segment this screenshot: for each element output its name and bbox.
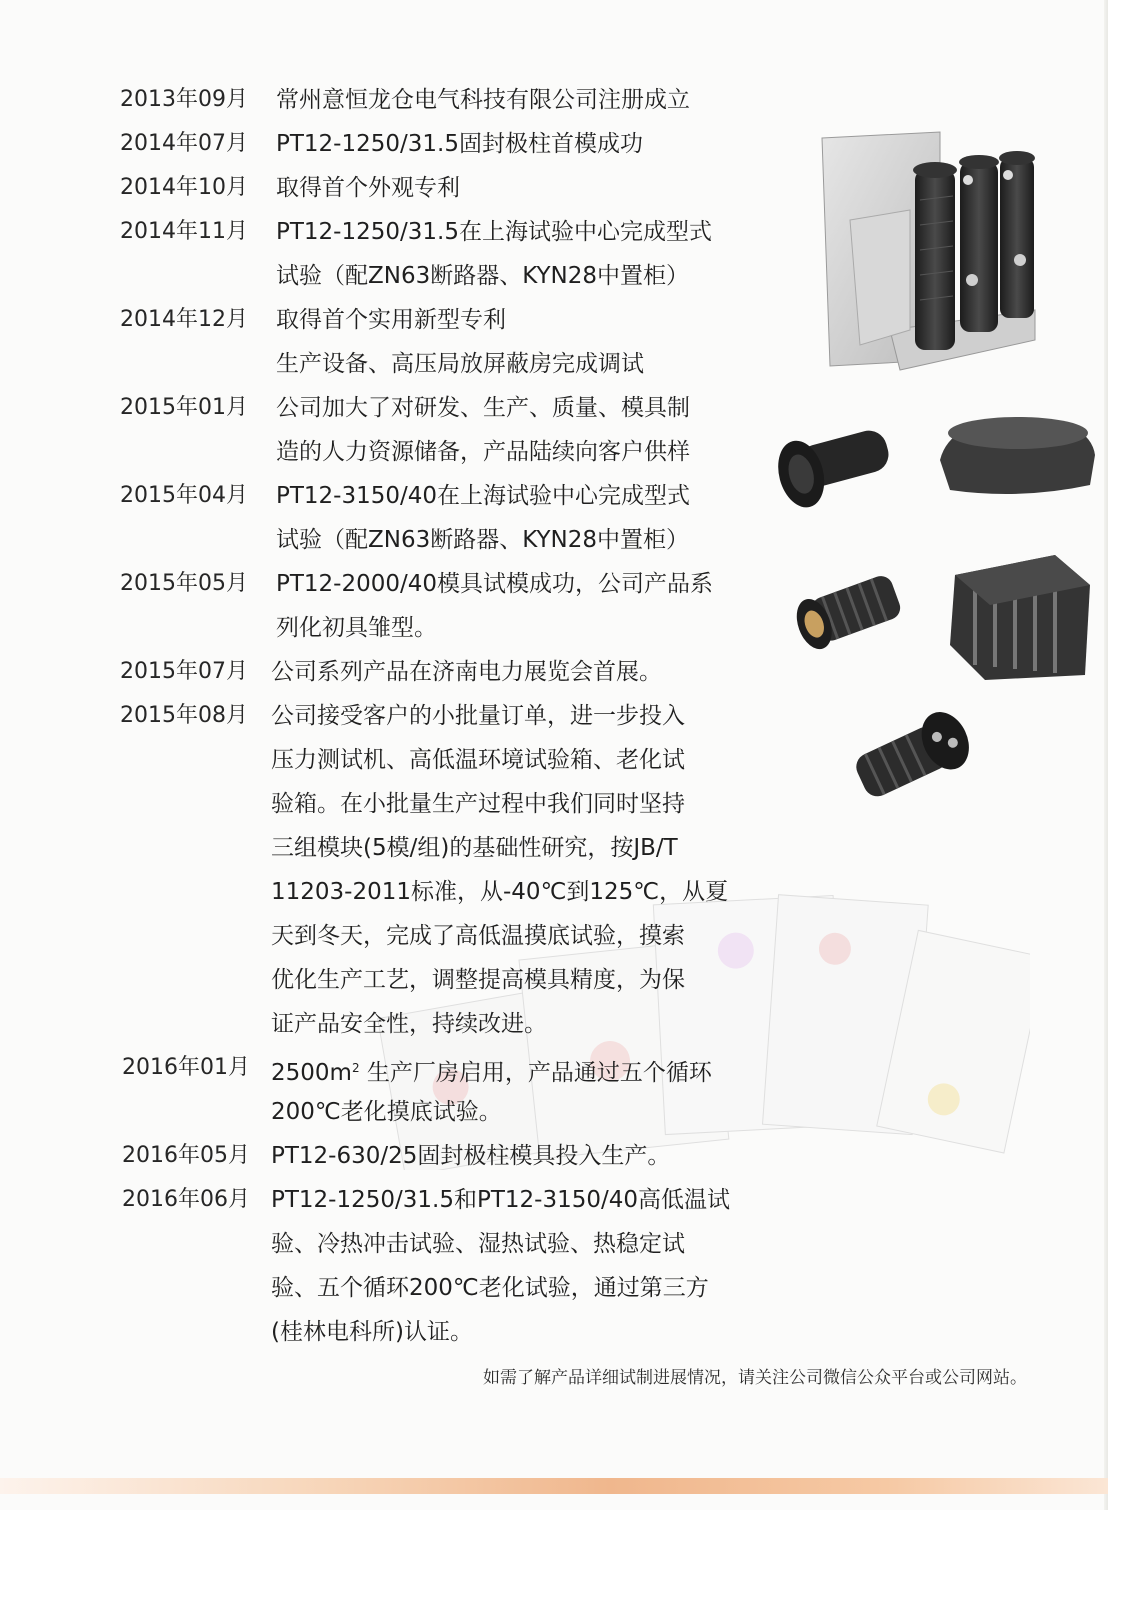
timeline-text-line: 证产品安全性，持续改进。 — [271, 1011, 547, 1037]
timeline-text-line: 验、冷热冲击试验、湿热试验、热稳定试 — [271, 1231, 685, 1257]
timeline-date: 2014年12月 — [120, 307, 248, 332]
timeline-date: 2014年11月 — [120, 219, 248, 244]
insulating-bushing-photo — [770, 415, 900, 515]
cap-cover-photo — [930, 405, 1100, 505]
timeline-text-part: 生产厂房启用，产品通过五个循环 — [359, 1060, 712, 1086]
timeline-text-line: 取得首个外观专利 — [276, 175, 460, 201]
switchgear-pole-photo — [820, 130, 1050, 375]
timeline-text-line: 生产设备、高压局放屏蔽房完成调试 — [276, 351, 644, 377]
timeline-text-line: 公司加大了对研发、生产、质量、模具制 — [276, 395, 690, 421]
footnote: 如需了解产品详细试制进展情况，请关注公司微信公众平台或公司网站。 — [483, 1368, 1027, 1388]
timeline-text-line: 公司系列产品在济南电力展览会首展。 — [271, 659, 662, 685]
timeline-text-line — [271, 1046, 712, 1095]
timeline-date: 2015年04月 — [120, 483, 248, 508]
timeline-date: 2015年08月 — [120, 703, 248, 728]
timeline-text-line: 造的人力资源储备，产品陆续向客户供样 — [276, 439, 690, 465]
timeline-date: 2015年01月 — [120, 395, 248, 420]
timeline-text-line: PT12-3150/40在上海试验中心完成型式 — [276, 483, 691, 509]
timeline-text-line: PT12-1250/31.5在上海试验中心完成型式 — [276, 219, 712, 245]
timeline-date: 2015年05月 — [120, 571, 248, 596]
timeline-date: 2015年07月 — [120, 659, 248, 684]
timeline-date: 2016年05月 — [122, 1143, 250, 1168]
page-edge — [1104, 0, 1108, 1510]
timeline-date: 2014年07月 — [120, 131, 248, 156]
timeline-text-part: 2500m — [271, 1060, 352, 1086]
timeline-text-line: 天到冬天，完成了高低温摸底试验，摸索 — [271, 923, 685, 949]
timeline-date: 2013年09月 — [120, 87, 248, 112]
end-cap-photo — [840, 700, 980, 810]
timeline-text-line: 11203-2011标准，从-40℃到125℃，从夏 — [271, 879, 729, 905]
timeline-text-line: 公司接受客户的小批量订单，进一步投入 — [271, 703, 685, 729]
timeline-text-line: PT12-630/25固封极柱模具投入生产。 — [271, 1143, 671, 1169]
timeline-date: 2016年06月 — [122, 1187, 250, 1212]
timeline-text-line: PT12-1250/31.5固封极柱首模成功 — [276, 131, 643, 157]
finned-block-photo — [945, 545, 1095, 685]
decorative-band — [0, 1478, 1108, 1494]
superscript: 2 — [351, 1061, 360, 1075]
timeline-text-line: 验箱。在小批量生产过程中我们同时坚持 — [271, 791, 685, 817]
timeline-date: 2014年10月 — [120, 175, 248, 200]
timeline-text-line: 试验（配ZN63断路器、KYN28中置柜） — [276, 263, 690, 289]
timeline-text-line: 试验（配ZN63断路器、KYN28中置柜） — [276, 527, 690, 553]
timeline-text-line: 三组模块(5模/组)的基础性研究，按JB/T — [271, 835, 678, 861]
timeline-text-line: PT12-1250/31.5和PT12-3150/40高低温试 — [271, 1187, 731, 1213]
timeline-text-line: 验、五个循环200℃老化试验，通过第三方 — [271, 1275, 709, 1301]
timeline-text-line: PT12-2000/40模具试模成功，公司产品系 — [276, 571, 714, 597]
timeline-date: 2016年01月 — [122, 1055, 250, 1080]
timeline-text-line: 压力测试机、高低温环境试验箱、老化试 — [271, 747, 685, 773]
timeline-text-line: 取得首个实用新型专利 — [276, 307, 506, 333]
bellows-bushing-photo — [785, 565, 905, 665]
timeline-text-line: (桂林电科所)认证。 — [271, 1319, 473, 1345]
timeline-text-line: 优化生产工艺，调整提高模具精度，为保 — [271, 967, 685, 993]
timeline-text-line: 200℃老化摸底试验。 — [271, 1099, 502, 1125]
timeline-text-line: 列化初具雏型。 — [276, 615, 437, 641]
timeline-text-line: 常州意恒龙仓电气科技有限公司注册成立 — [276, 87, 690, 113]
